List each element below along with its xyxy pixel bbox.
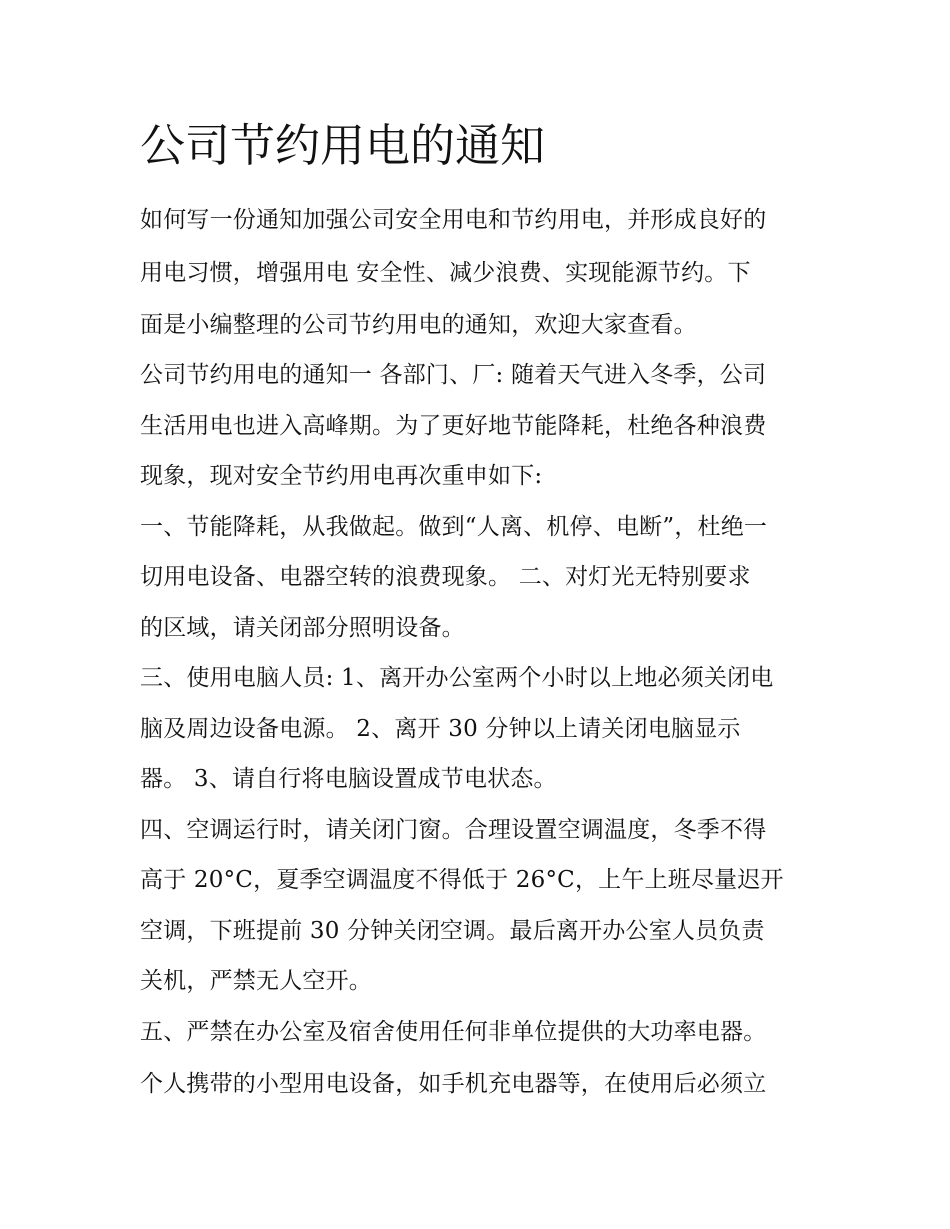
body-line: 五、严禁在办公室及宿舍使用任何非单位提供的大功率电器。	[140, 1019, 767, 1045]
body-line: 脑及周边设备电源。 2、离开 30 分钟以上请关闭电脑显示	[140, 716, 741, 742]
body-line: 一、节能降耗，从我做起。做到“人离、机停、电断”，杜绝一	[140, 514, 768, 540]
body-line: 生活用电也进入高峰期。为了更好地节能降耗，杜绝各种浪费	[140, 413, 767, 439]
body-line: 四、空调运行时，请关闭门窗。合理设置空调温度，冬季不得	[140, 817, 767, 843]
body-line: 用电习惯，增强用电 安全性、减少浪费、实现能源节约。下	[140, 260, 751, 286]
body-line: 三、使用电脑人员: 1、离开办公室两个小时以上地必须关闭电	[140, 665, 774, 691]
body-line: 关机，严禁无人空开。	[140, 968, 372, 994]
body-line: 个人携带的小型用电设备，如手机充电器等，在使用后必须立	[140, 1071, 767, 1097]
body-line: 的区域，请关闭部分照明设备。	[140, 615, 465, 641]
body-line: 现象，现对安全节约用电再次重申如下:	[140, 463, 543, 489]
body-line: 高于 20°C，夏季空调温度不得低于 26°C，上午上班尽量迟开	[140, 867, 784, 893]
body-line: 器。 3、请自行将电脑设置成节电状态。	[140, 766, 557, 792]
body-line: 空调，下班提前 30 分钟关闭空调。最后离开办公室人员负责	[140, 918, 765, 944]
body-line: 切用电设备、电器空转的浪费现象。 二、对灯光无特别要求	[140, 564, 751, 590]
body-line: 如何写一份通知加强公司安全用电和节约用电，并形成良好的	[140, 207, 767, 233]
body-line: 面是小编整理的公司节约用电的通知，欢迎大家查看。	[140, 312, 697, 338]
document-title: 公司节约用电的通知	[140, 119, 546, 172]
body-line: 公司节约用电的通知一 各部门、厂: 随着天气进入冬季，公司	[140, 362, 767, 388]
